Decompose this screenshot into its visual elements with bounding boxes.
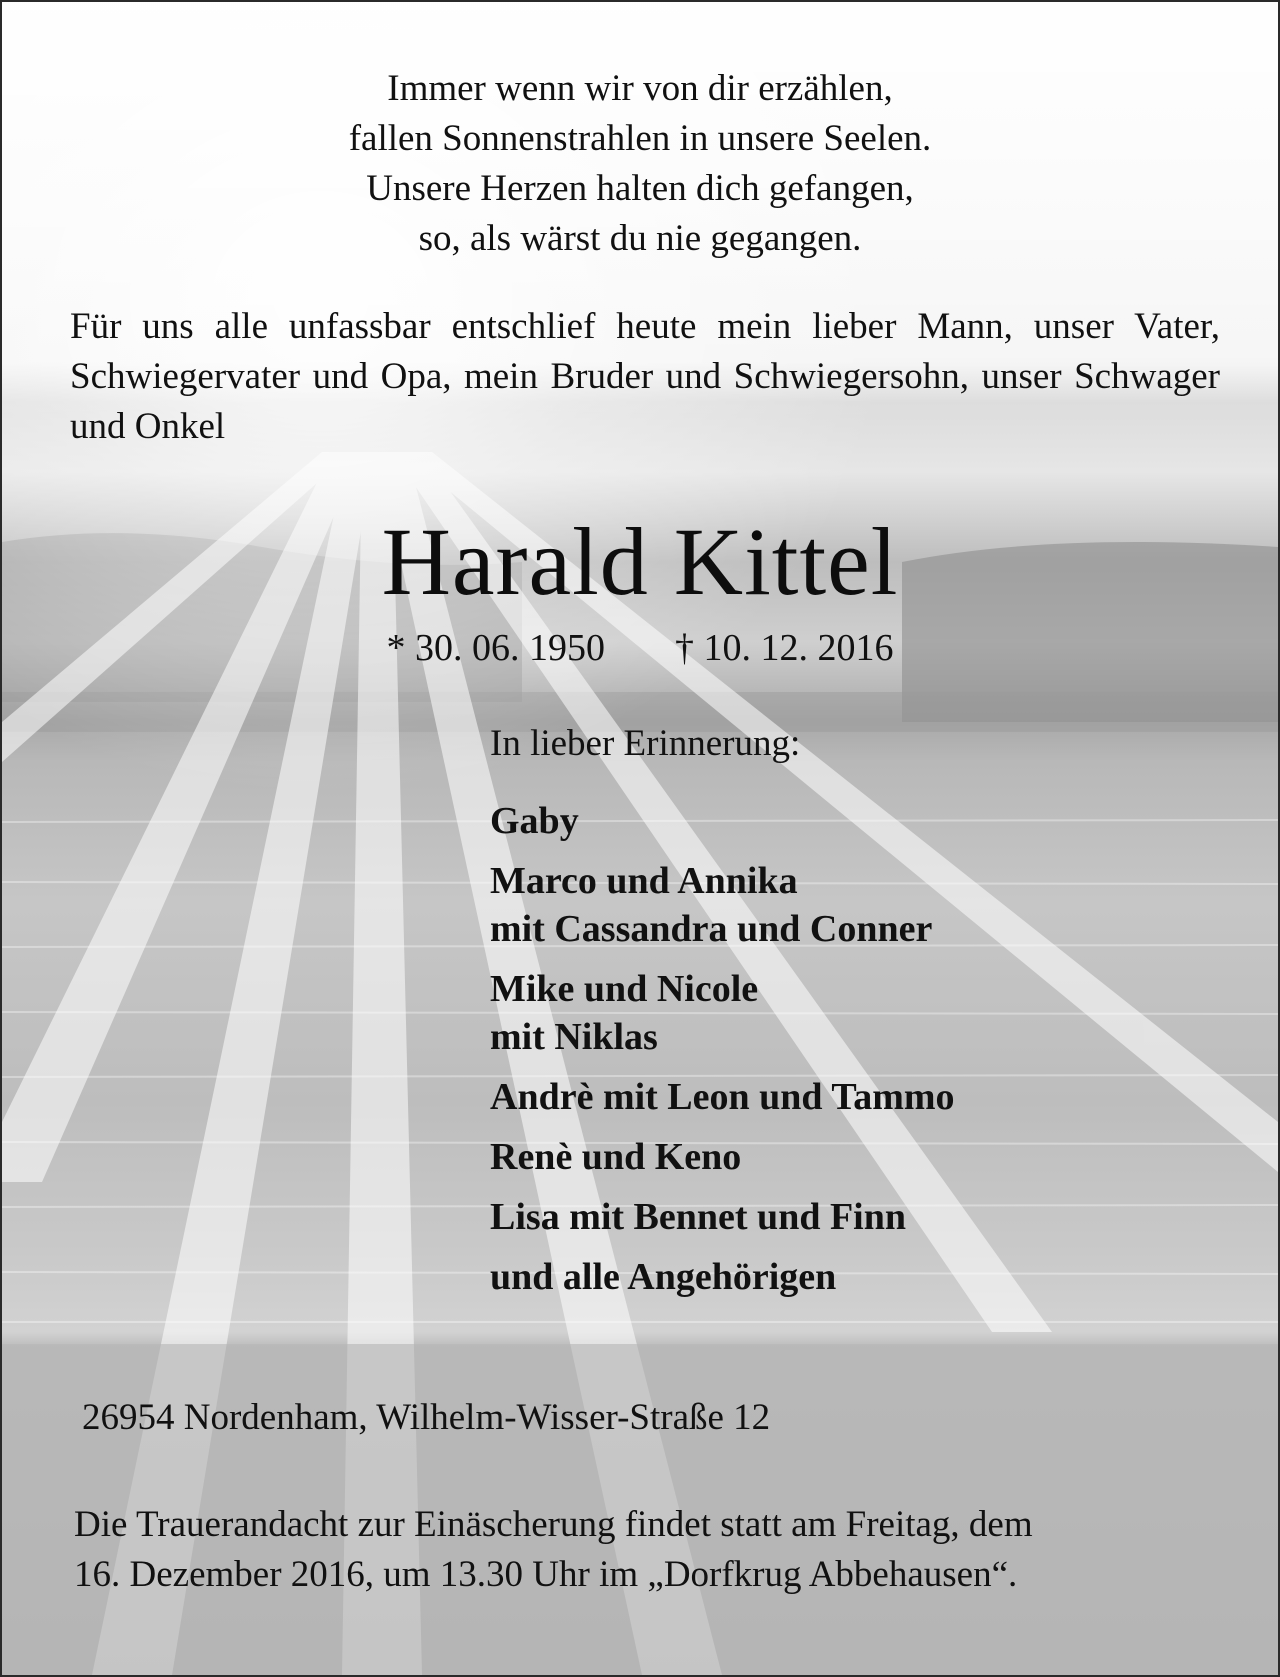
mourner-line: Renè und Keno: [490, 1136, 742, 1178]
life-dates: [2, 624, 1278, 672]
mourner-group: [490, 1253, 1230, 1301]
mourner-line: Marco und Annika: [490, 860, 798, 902]
mourner-group: [490, 965, 1230, 1061]
mourner-line: mit Niklas: [490, 1016, 658, 1058]
mourner-line: Mike und Nicole: [490, 968, 759, 1010]
death-date: † 10. 12. 2016: [675, 627, 894, 669]
service-info: [74, 1500, 1214, 1600]
mourner-line: Gaby: [490, 800, 579, 842]
death-announcement-text: Für uns alle unfassbar entschlief heute mein lieber Mann, unser Vater, Schwiegervater und Opa, mein Bruder und Schwiegersohn, unser Schwager und Onkel: [70, 306, 1220, 447]
mourner-group: [490, 1073, 1230, 1121]
mourner-line: mit Cassandra und Conner: [490, 908, 933, 950]
mourner-group: [490, 857, 1230, 953]
deceased-name: Harald Kittel: [381, 508, 899, 615]
mourner-line: und alle Angehörigen: [490, 1256, 837, 1298]
service-line: 16. Dezember 2016, um 13.30 Uhr im „Dorfkrug Abbehausen“.: [74, 1554, 1018, 1595]
memory-heading: In lieber Erinnerung:: [490, 723, 801, 764]
mourner-group: [490, 797, 1230, 845]
poem-line: Immer wenn wir von dir erzählen,: [387, 68, 893, 109]
poem-line: so, als wärst du nie gegangen.: [418, 218, 862, 259]
birth-date: * 30. 06. 1950: [386, 627, 605, 669]
mourner-line: Andrè mit Leon und Tammo: [490, 1076, 955, 1118]
service-line: Die Trauerandacht zur Einäscherung findet statt am Freitag, dem: [74, 1504, 1033, 1545]
poem-line: fallen Sonnenstrahlen in unsere Seelen.: [348, 118, 932, 159]
mourner-group: [490, 1133, 1230, 1181]
mourners-list: [490, 797, 1230, 1313]
memorial-poem: [2, 64, 1278, 264]
mourner-group: [490, 1193, 1230, 1241]
notice-content: [2, 2, 1278, 1675]
mourner-line: Lisa mit Bennet und Finn: [490, 1196, 906, 1238]
family-address: 26954 Nordenham, Wilhelm-Wisser-Straße 12: [82, 1397, 771, 1438]
poem-line: Unsere Herzen halten dich gefangen,: [366, 168, 914, 209]
